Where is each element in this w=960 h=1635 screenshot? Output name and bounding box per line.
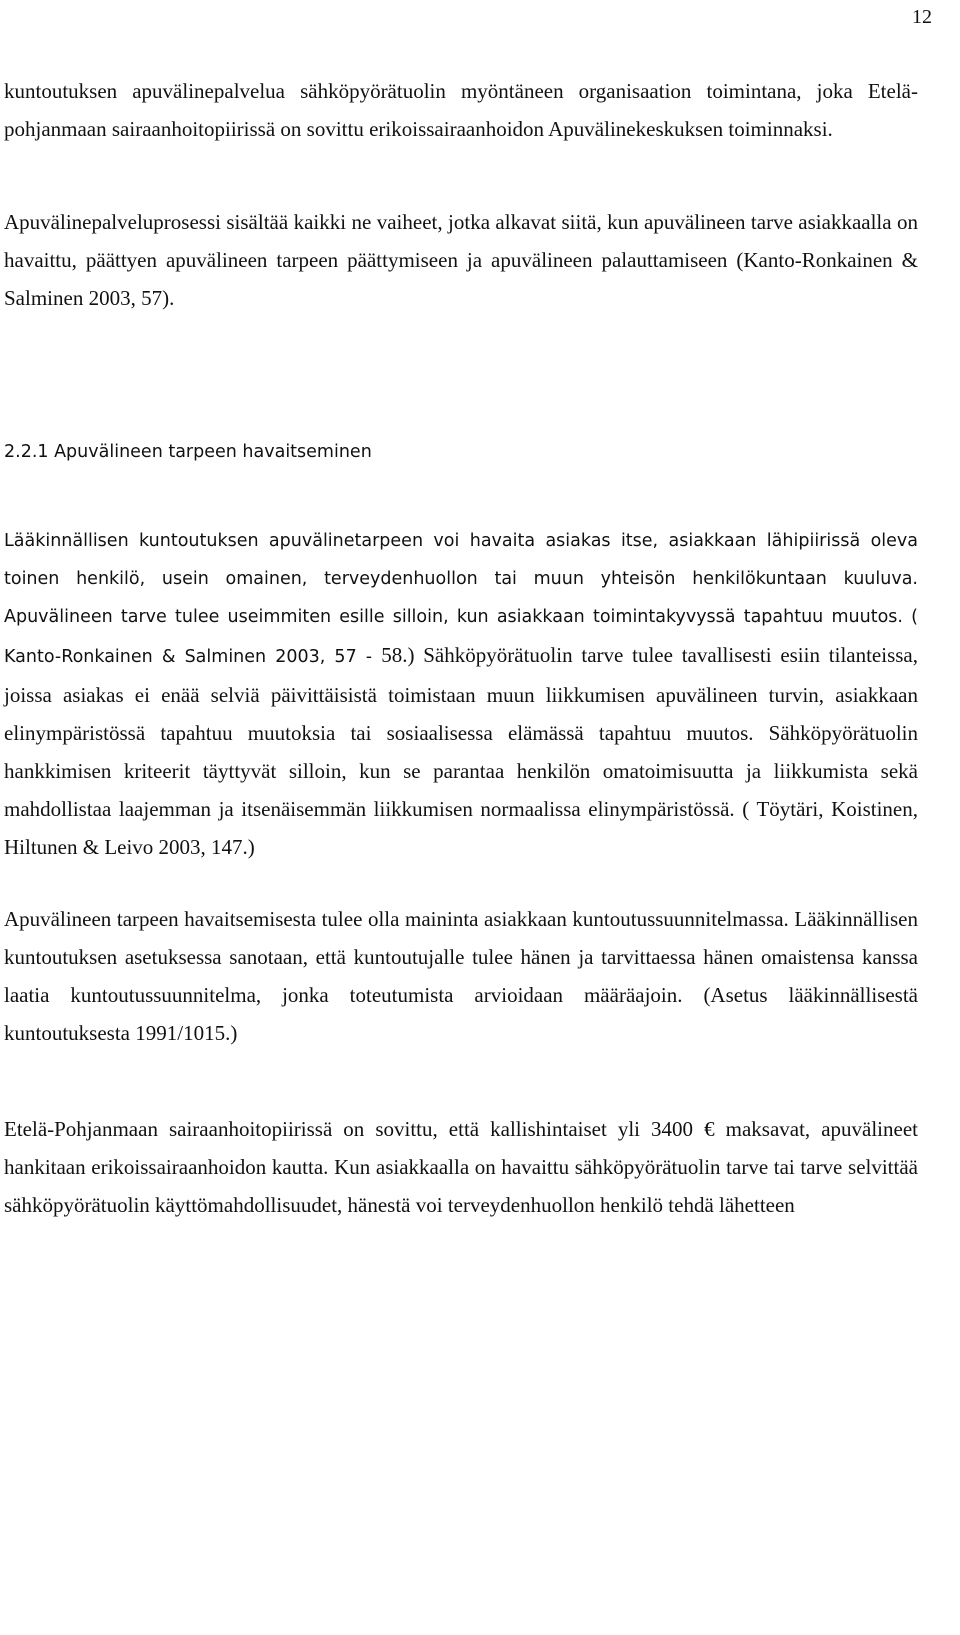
- paragraph-rehab-plan: Apuvälineen tarpeen havaitsemisesta tulee olla maininta asiakkaan kuntoutussuunnitelmassa. Lääkinnällisen kuntoutuksen asetuksessa sanotaan, että kuntoutujalle tulee hänen ja tarvittaessa hänen omaistensa kanssa laatia kuntoutussuunnitelma, jonka toteutumista arvioidaan määräajoin. (Asetus lääkinnällisestä kuntoutuksesta 1991/1015.): [4, 907, 918, 1045]
- paragraph-need-detection: [4, 522, 918, 866]
- section-heading: 2.2.1 Apuvälineen tarpeen havaitseminen: [4, 442, 372, 462]
- paragraph-need-detection-part2: 58.) Sähköpyörätuolin tarve tulee tavallisesti esiin tilanteissa, joissa asiakas ei enää selviä päivittäisistä toimistaan muun liikkumisen apuvälineen turvin, asiakkaan elinympäristössä tapahtuu muutoksia tai sosiaalisessa elämässä tapahtuu muutos. Sähköpyörätuolin hankkimisen kriteerit täyttyvät silloin, kun se parantaa henkilön omatoimisuutta ja liikkumista sekä mahdollistaa laajemman ja itsenäisemmän liikkumisen normaalissa elinympäristössä. ( Töytäri, Koistinen, Hiltunen & Leivo 2003, 147.): [4, 643, 918, 859]
- paragraph-process: Apuvälinepalveluprosessi sisältää kaikki ne vaiheet, jotka alkavat siitä, kun apuvälineen tarve asiakkaalla on havaittu, päättyen apuvälineen tarpeen päättymiseen ja apuvälineen palauttamiseen (Kanto-Ronkainen & Salminen 2003, 57).: [4, 210, 918, 310]
- paragraph-need-detection-part1: Lääkinnällisen kuntoutuksen apuvälinetarpeen voi havaita asiakas itse, asiakkaan lähipiirissä oleva toinen henkilö, usein omainen, terveydenhuollon tai muun yhteisön henkilökuntaan kuuluva. Apuvälineen tarve tulee useimmiten esille silloin, kun asiakkaan toimintakyvyssä tapahtuu muutos. ( Kanto-Ronkainen & Salminen 2003, 57 -: [4, 531, 918, 667]
- document-body: [4, 72, 918, 1224]
- paragraph-intro: kuntoutuksen apuvälinepalvelua sähköpyörätuolin myöntäneen organisaation toimintana, joka Etelä-pohjanmaan sairaanhoitopiirissä on sovittu erikoissairaanhoidon Apuvälinekeskuksen toiminnaksi.: [4, 79, 918, 141]
- paragraph-procurement: Etelä-Pohjanmaan sairaanhoitopiirissä on sovittu, että kallishintaiset yli 3400 € maksavat, apuvälineet hankitaan erikoissairaanhoidon kautta. Kun asiakkaalla on havaittu sähköpyörätuolin tarve tai tarve selvittää sähköpyörätuolin käyttömahdollisuudet, hänestä voi terveydenhuollon henkilö tehdä lähetteen: [4, 1117, 918, 1217]
- page-number: 12: [912, 6, 932, 28]
